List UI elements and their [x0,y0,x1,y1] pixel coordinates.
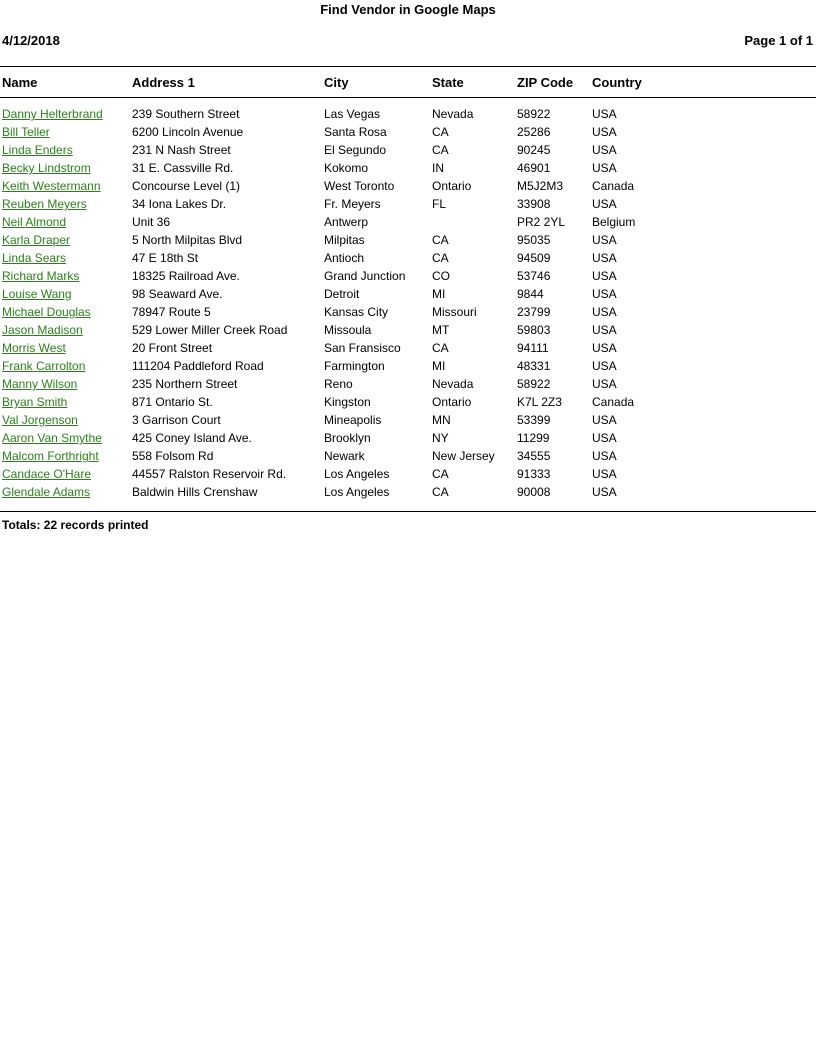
vendor-state: CA [432,467,449,481]
vendor-name-link[interactable]: Linda Sears [2,251,67,265]
table-row [0,467,816,485]
vendor-zip: 58922 [517,377,551,391]
vendor-name-link[interactable]: Reuben Meyers [2,197,87,211]
vendor-country: USA [592,359,617,373]
vendor-city: El Segundo [324,143,387,157]
column-header-address: Address 1 [132,75,195,90]
vendor-city: Los Angeles [324,485,390,499]
vendor-country: Belgium [592,215,636,229]
vendor-name-link[interactable]: Candace O'Hare [2,467,92,481]
vendor-name-link[interactable]: Glendale Adams [2,485,91,499]
vendor-zip: 53746 [517,269,551,283]
vendor-state: NY [432,431,449,445]
vendor-name-link[interactable]: Bill Teller [2,125,50,139]
vendor-name-link[interactable]: Karla Draper [2,233,71,247]
vendor-state: FL [432,197,447,211]
vendor-zip: 11299 [517,431,550,445]
vendor-state: Nevada [432,377,474,391]
table-row [0,287,816,305]
table-row [0,377,816,395]
vendor-state: New Jersey [432,449,495,463]
vendor-city: Kansas City [324,305,389,319]
vendor-zip: 9844 [517,287,544,301]
vendor-city: Reno [324,377,353,391]
vendor-zip: 95035 [517,233,551,247]
vendor-country: USA [592,467,617,481]
vendor-city: Newark [324,449,365,463]
vendor-zip: PR2 2YL [517,215,566,229]
vendor-city: Milpitas [324,233,365,247]
vendor-state: MN [432,413,451,427]
vendor-address: 871 Ontario St. [132,395,213,409]
table-row [0,215,816,233]
vendor-zip: 25286 [517,125,551,139]
vendor-city: Farmington [324,359,385,373]
vendor-address: Unit 36 [132,215,171,229]
vendor-state: CA [432,233,449,247]
vendor-address: 18325 Railroad Ave. [132,269,240,283]
vendor-zip: 91333 [517,467,551,481]
vendor-country: USA [592,341,617,355]
vendor-name-link[interactable]: Frank Carrolton [2,359,86,373]
vendor-city: Detroit [324,287,360,301]
vendor-name-link[interactable]: Manny Wilson [2,377,78,391]
vendor-state: IN [432,161,444,175]
vendor-address: 5 North Milpitas Blvd [132,233,243,247]
vendor-country: USA [592,305,617,319]
vendor-country: Canada [592,179,635,193]
vendor-zip: 23799 [517,305,551,319]
vendor-zip: 90245 [517,143,551,157]
table-row [0,197,816,215]
table-row [0,323,816,341]
vendor-address: 31 E. Cassville Rd. [132,161,234,175]
vendor-name-link[interactable]: Neil Almond [2,215,67,229]
vendor-state: Missouri [432,305,477,319]
column-header-zip: ZIP Code [517,75,574,90]
vendor-city: Mineapolis [324,413,382,427]
vendor-address: 558 Folsom Rd [132,449,214,463]
totals-summary: Totals: 22 records printed [2,518,149,532]
report-date: 4/12/2018 [2,33,60,48]
vendor-city: Las Vegas [324,107,381,121]
vendor-state: MI [432,287,446,301]
vendor-country: USA [592,287,617,301]
vendor-name-link[interactable]: Michael Douglas [2,305,91,319]
vendor-zip: 46901 [517,161,551,175]
vendor-name-link[interactable]: Linda Enders [2,143,73,157]
vendor-state: CA [432,143,449,157]
table-row [0,125,816,143]
table-row [0,251,816,269]
table-row [0,395,816,413]
vendor-address: 6200 Lincoln Avenue [132,125,244,139]
vendor-name-link[interactable]: Malcom Forthright [2,449,99,463]
vendor-address: 425 Coney Island Ave. [132,431,252,445]
vendor-city: Antioch [324,251,365,265]
vendor-state: CA [432,251,449,265]
vendor-address: 34 Iona Lakes Dr. [132,197,227,211]
column-header-name: Name [2,75,38,90]
table-row [0,359,816,377]
column-header-row [0,75,816,91]
vendor-name-link[interactable]: Becky Lindstrom [2,161,91,175]
vendor-city: San Fransisco [324,341,401,355]
vendor-address: 529 Lower Miller Creek Road [132,323,288,337]
vendor-city: Los Angeles [324,467,390,481]
vendor-city: Grand Junction [324,269,406,283]
vendor-address: Concourse Level (1) [132,179,241,193]
vendor-address: 47 E 18th St [132,251,199,265]
vendor-zip: 34555 [517,449,551,463]
vendor-address: 239 Southern Street [132,107,240,121]
table-row [0,143,816,161]
vendor-state: MT [432,323,450,337]
vendor-country: USA [592,197,617,211]
vendor-country: USA [592,413,617,427]
vendor-address: 20 Front Street [132,341,213,355]
vendor-list [0,107,816,503]
vendor-country: USA [592,269,617,283]
column-header-state: State [432,75,464,90]
vendor-zip: 59803 [517,323,551,337]
vendor-zip: 94111 [517,341,549,355]
vendor-city: Santa Rosa [324,125,387,139]
vendor-country: USA [592,251,617,265]
vendor-city: West Toronto [324,179,395,193]
vendor-name-link[interactable]: Louise Wang [2,287,72,301]
table-row [0,179,816,197]
header-top-divider [0,66,816,67]
page-number: Page 1 of 1 [744,33,813,48]
vendor-zip: 53399 [517,413,551,427]
vendor-state: CA [432,341,449,355]
vendor-state: Ontario [432,395,472,409]
vendor-country: USA [592,143,617,157]
vendor-address: 98 Seaward Ave. [132,287,223,301]
vendor-country: USA [592,377,617,391]
vendor-zip: 33908 [517,197,551,211]
header-bottom-divider [0,97,816,98]
vendor-city: Kingston [324,395,371,409]
table-row [0,341,816,359]
table-row [0,107,816,125]
column-header-city: City [324,75,349,90]
vendor-country: USA [592,431,617,445]
table-row [0,269,816,287]
vendor-zip: 48331 [517,359,551,373]
vendor-country: USA [592,323,617,337]
vendor-country: USA [592,233,617,247]
vendor-country: Canada [592,395,635,409]
vendor-address: 235 Northern Street [132,377,238,391]
table-row [0,161,816,179]
vendor-state: CO [432,269,450,283]
vendor-address: 44557 Ralston Reservoir Rd. [132,467,287,481]
vendor-city: Fr. Meyers [324,197,381,211]
vendor-name-link[interactable]: Morris West [2,341,66,355]
table-row [0,233,816,251]
vendor-address: 111204 Paddleford Road [132,359,264,373]
vendor-state: MI [432,359,446,373]
table-row [0,449,816,467]
report-title: Find Vendor in Google Maps [320,2,496,17]
footer-divider [0,511,816,512]
vendor-address: Baldwin Hills Crenshaw [132,485,258,499]
vendor-zip: 90008 [517,485,551,499]
vendor-name-link[interactable]: Keith Westermann [2,179,101,193]
column-header-country: Country [592,75,642,90]
vendor-country: USA [592,161,617,175]
vendor-country: USA [592,485,617,499]
vendor-city: Antwerp [324,215,369,229]
vendor-zip: 58922 [517,107,551,121]
vendor-zip: M5J2M3 [517,179,564,193]
vendor-name-link[interactable]: Jason Madison [2,323,83,337]
vendor-zip: K7L 2Z3 [517,395,562,409]
vendor-address: 78947 Route 5 [132,305,211,319]
table-row [0,413,816,431]
vendor-zip: 94509 [517,251,551,265]
table-row [0,305,816,323]
vendor-state: Nevada [432,107,474,121]
vendor-name-link[interactable]: Richard Marks [2,269,80,283]
vendor-state: CA [432,485,449,499]
vendor-name-link[interactable]: Danny Helterbrand [2,107,103,121]
vendor-country: USA [592,125,617,139]
vendor-name-link[interactable]: Aaron Van Smythe [2,431,102,445]
vendor-city: Kokomo [324,161,369,175]
vendor-country: USA [592,107,617,121]
vendor-city: Missoula [324,323,372,337]
table-row [0,431,816,449]
vendor-name-link[interactable]: Val Jorgenson [2,413,78,427]
vendor-address: 3 Garrison Court [132,413,221,427]
vendor-city: Brooklyn [324,431,371,445]
vendor-state: CA [432,125,449,139]
vendor-name-link[interactable]: Bryan Smith [2,395,68,409]
vendor-state: Ontario [432,179,472,193]
vendor-country: USA [592,449,617,463]
table-row [0,485,816,503]
vendor-address: 231 N Nash Street [132,143,231,157]
